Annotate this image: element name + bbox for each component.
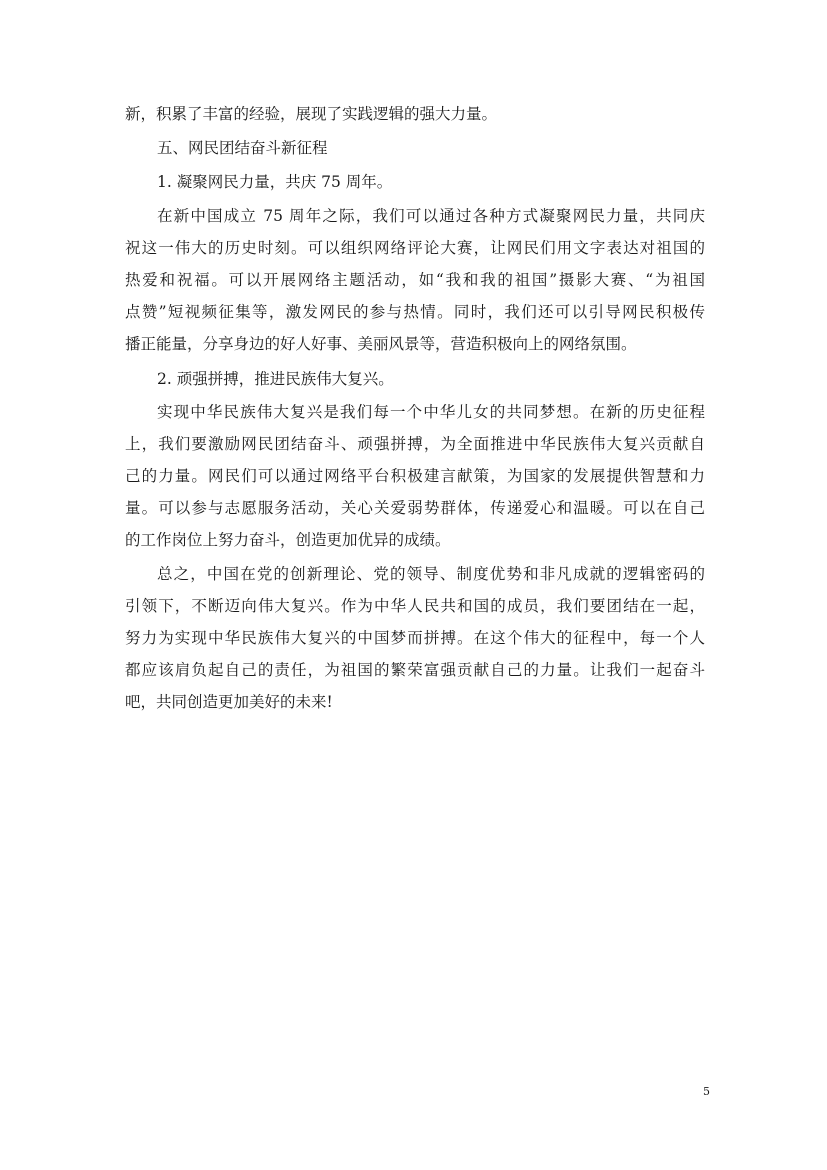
subsection-heading: 1. 凝聚网民力量，共庆 75 周年。 xyxy=(157,173,393,191)
text-line: 量。可以参与志愿服务活动，关心关爱弱势群体，传递爱心和温暖。可以在自己 xyxy=(125,499,705,517)
subsection-heading: 2. 顽强拼搏，推进民族伟大复兴。 xyxy=(157,370,394,388)
text-line: 新，积累了丰富的经验，展现了实践逻辑的强大力量。 xyxy=(125,105,498,123)
text-line: 都应该肩负起自己的责任，为祖国的繁荣富强贡献自己的力量。让我们一起奋斗 xyxy=(125,661,705,679)
text-line: 点赞”短视频征集等，激发网民的参与热情。同时，我们还可以引导网民积极传 xyxy=(125,303,705,321)
text-line: 努力为实现中华民族伟大复兴的中国梦而拼搏。在这个伟大的征程中，每一个人 xyxy=(125,629,705,647)
text-line: 上，我们要激励网民团结奋斗、顽强拼搏，为全面推进中华民族伟大复兴贡献自 xyxy=(125,435,705,453)
text-line: 在新中国成立 75 周年之际，我们可以通过各种方式凝聚网民力量，共同庆 xyxy=(157,207,705,225)
section-heading: 五、网民团结奋斗新征程 xyxy=(157,139,328,157)
text-line: 己的力量。网民们可以通过网络平台积极建言献策，为国家的发展提供智慧和力 xyxy=(125,467,705,485)
text-line: 的工作岗位上努力奋斗，创造更加优异的成绩。 xyxy=(125,531,451,549)
text-line: 播正能量，分享身边的好人好事、美丽风景等，营造积极向上的网络氛围。 xyxy=(125,335,637,353)
text-line: 实现中华民族伟大复兴是我们每一个中华儿女的共同梦想。在新的历史征程 xyxy=(157,403,705,421)
text-line: 引领下，不断迈向伟大复兴。作为中华人民共和国的成员，我们要团结在一起， xyxy=(125,597,705,615)
page-number: 5 xyxy=(703,1085,710,1098)
text-line: 吧，共同创造更加美好的未来! xyxy=(125,693,333,711)
text-line: 祝这一伟大的历史时刻。可以组织网络评论大赛，让网民们用文字表达对祖国的 xyxy=(125,239,705,257)
text-line: 热爱和祝福。可以开展网络主题活动，如“我和我的祖国”摄影大赛、“为祖国 xyxy=(125,271,705,289)
text-line: 总之，中国在党的创新理论、党的领导、制度优势和非凡成就的逻辑密码的 xyxy=(157,565,705,583)
